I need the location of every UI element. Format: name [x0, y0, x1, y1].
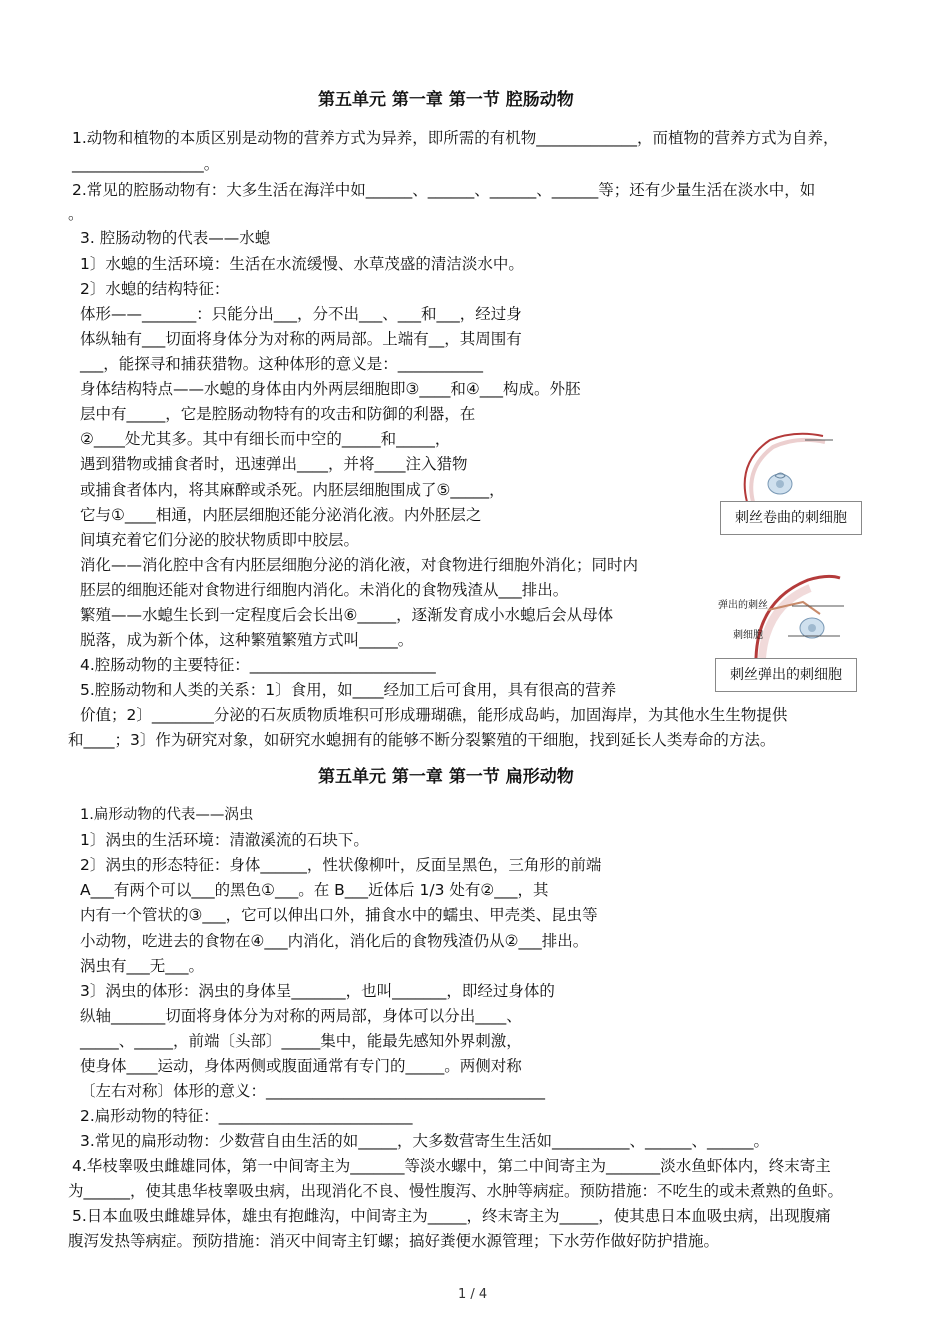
text-line: 或捕食者体内，将其麻醉或杀死。内胚层细胞围成了⑤_____， — [80, 481, 505, 499]
text-line: 遇到猎物或捕食者时，迅速弹出____，并将____注入猎物 — [80, 455, 468, 473]
text-line: 它与①____相通，内胚层细胞还能分泌消化液。内外胚层之 — [80, 506, 482, 524]
text-line: 2〕涡虫的形态特征：身体______，性状像柳叶，反面呈黑色，三角形的前端 — [80, 856, 602, 874]
figure2-caption: 刺丝弹出的刺细胞 — [715, 658, 857, 692]
text-line: 内有一个管状的③___，它可以伸出口外，捕食水中的蠕虫、甲壳类、昆虫等 — [80, 906, 598, 924]
discharged-cnidocyte-figure — [748, 570, 848, 660]
text-line: 2.扁形动物的特征：_________________________ — [80, 1107, 413, 1125]
text-line: _____、_____，前端〔头部〕_____集中，能最先感知外界刺激， — [80, 1032, 522, 1050]
text-line: 间填充着它们分泌的胶状物质即中胶层。 — [80, 531, 360, 549]
text-line: 身体结构特点——水螅的身体由内外两层细胞即③____和④___构成。外胚 — [80, 380, 581, 398]
coiled-cnidocyte-figure — [735, 432, 845, 504]
text-line: 涡虫有___无___。 — [80, 957, 205, 975]
text-line: ___，能探寻和捕获猎物。这种体形的意义是：___________ — [80, 355, 484, 373]
text-line: 使身体____运动，身体两侧或腹面通常有专门的_____。两侧对称 — [80, 1057, 522, 1075]
text-line: 4.华枝睾吸虫雌雄同体，第一中间寄主为_______等淡水螺中，第二中间寄主为_______淡水鱼虾体内，终末寄主 — [72, 1157, 831, 1175]
section2-title: 第五单元 第一章 第一节 扁形动物 — [318, 767, 574, 787]
text-line: 3〕涡虫的体形：涡虫的身体呈_______，也叫_______，即经过身体的 — [80, 982, 555, 1000]
text-line: A___有两个可以___的黑色①___。在 B___近体后 1/3 处有②___，其 — [80, 881, 549, 899]
section1-title: 第五单元 第一章 第一节 腔肠动物 — [318, 90, 574, 110]
text-line: 小动物，吃进去的食物在④___内消化，消化后的食物残渣仍从②___排出。 — [80, 932, 589, 950]
text-line: ②____处尤其多。其中有细长而中空的_____和_____， — [80, 430, 451, 448]
text-line: 4.腔肠动物的主要特征：________________________ — [80, 656, 436, 674]
text-line: 1.动物和植物的本质区别是动物的营养方式为异养，即所需的有机物_____________，而植物的营养方式为自养， — [72, 129, 839, 147]
text-line: 胚层的细胞还能对食物进行细胞内消化。未消化的食物残渣从___排出。 — [80, 581, 569, 599]
text-line: 价值；2〕________分泌的石灰质物质堆积可形成珊瑚礁，能形成岛屿，加固海岸，为其他水生生物提供 — [80, 706, 788, 724]
text-line: 纵轴_______切面将身体分为对称的两局部，身体可以分出____、 — [80, 1007, 522, 1025]
text-line: _________________。 — [72, 155, 220, 173]
text-line: 脱落，成为新个体，这种繁殖繁殖方式叫_____。 — [80, 631, 414, 649]
figure1-caption: 刺丝卷曲的刺细胞 — [720, 501, 862, 535]
text-line: 1〕涡虫的生活环境：清澈溪流的石块下。 — [80, 831, 369, 849]
text-line: 5.腔肠动物和人类的关系：1〕食用，如____经加工后可食用，具有很高的营养 — [80, 681, 617, 699]
text-line: 层中有_____，它是腔肠动物特有的攻击和防御的利器，在 — [80, 405, 476, 423]
text-line: 和____；3〕作为研究对象，如研究水螅拥有的能够不断分裂繁殖的干细胞，找到延长人类寿命的方法。 — [68, 731, 776, 749]
text-line: 1.扁形动物的代表——涡虫 — [80, 807, 254, 823]
text-line: 体形——_______：只能分出___，分不出___、___和___，经过身 — [80, 305, 522, 323]
text-line: 繁殖——水螅生长到一定程度后会长出⑥_____，逐渐发育成小水螅后会从母体 — [80, 606, 614, 624]
page-number: 1 / 4 — [458, 1287, 488, 1302]
text-line: 3.常见的扁形动物：少数营自由生活的如_____，大多数营寄生生活如__________、______、______。 — [80, 1132, 770, 1150]
text-line: 3. 腔肠动物的代表——水螅 — [80, 229, 271, 247]
text-line: 2.常见的腔肠动物有：大多生活在海洋中如______、______、______、______等；还有少量生活在淡水中，如 — [72, 181, 816, 199]
text-line: 5.日本血吸虫雌雄异体，雄虫有抱雌沟，中间寄主为_____，终末寄主为_____，使其患日本血吸虫病，出现腹痛 — [72, 1207, 831, 1225]
text-line: 腹泻发热等病症。预防措施：消灭中间寄主钉螺；搞好粪便水源管理；下水劳作做好防护措施。 — [68, 1232, 720, 1250]
text-line: 〔左右对称〕体形的意义：____________________________________ — [80, 1082, 546, 1100]
figure2-label-cell: 刺细胞 — [733, 630, 763, 641]
text-line: 1〕水螅的生活环境：生活在水流缓慢、水草茂盛的清洁淡水中。 — [80, 255, 524, 273]
figure2-label-thread: 弹出的刺丝 — [718, 600, 768, 611]
text-line: 消化——消化腔中含有内胚层细胞分泌的消化液，对食物进行细胞外消化；同时内 — [80, 556, 639, 574]
text-line: 体纵轴有___切面将身体分为对称的两局部。上端有__，其周围有 — [80, 330, 522, 348]
text-line: 。 — [68, 205, 84, 223]
text-line: 2〕水螅的结构特征： — [80, 280, 230, 298]
text-line: 为______，使其患华枝睾吸虫病，出现消化不良、慢性腹泻、水肿等病症。预防措施：不吃生的或未煮熟的鱼虾。 — [68, 1182, 844, 1200]
